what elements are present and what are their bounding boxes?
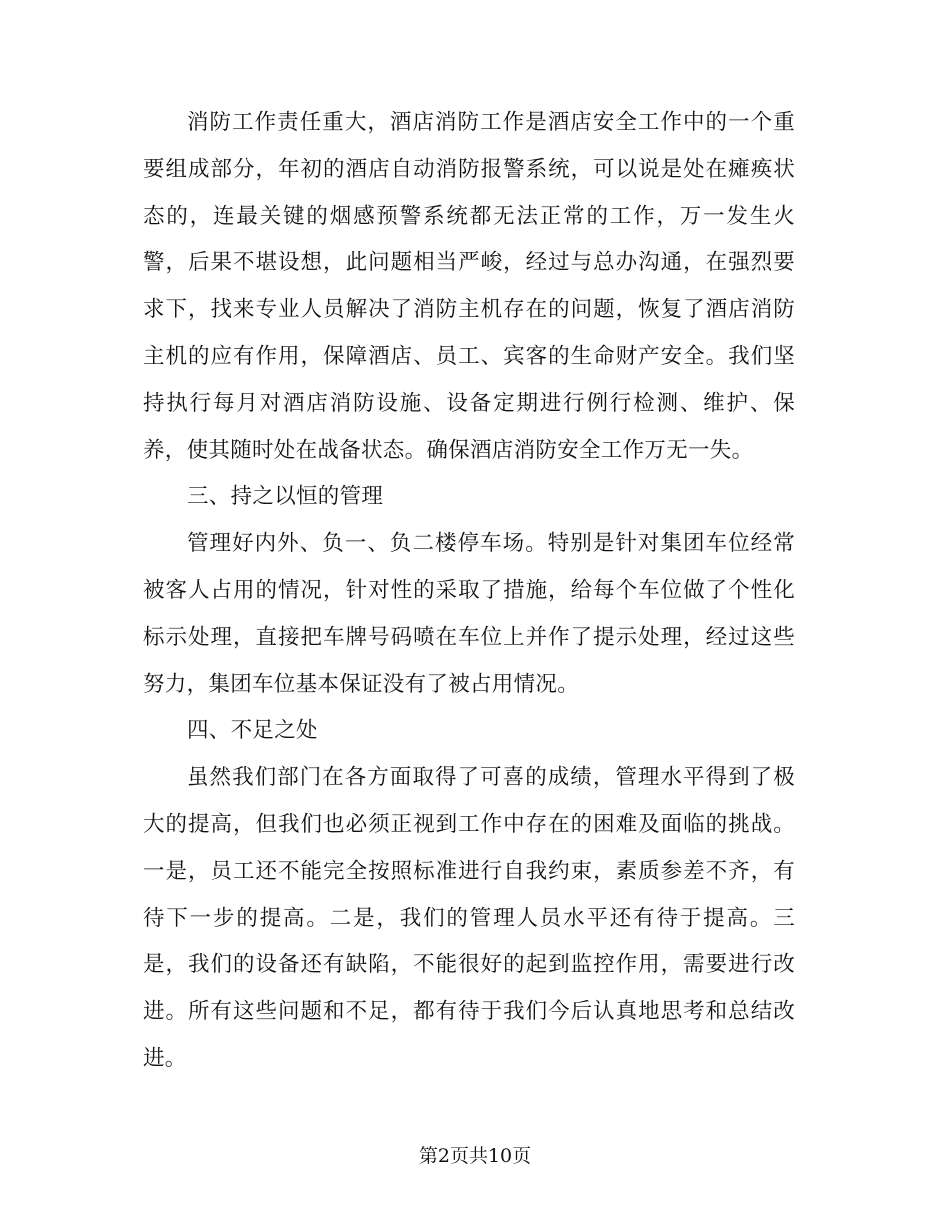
paragraph-parking: 管理好内外、负一、负二楼停车场。特别是针对集团车位经常被客人占用的情况，针对性的采取了措施，给每个车位做了个性化标示处理，直接把车牌号码喷在车位上并作了提示处理，经过这些努力，集团车位基本保证没有了被占用情况。 — [143, 531, 795, 697]
paragraph-shortcomings: 虽然我们部门在各方面取得了可喜的成绩，管理水平得到了极大的提高，但我们也必须正视到工作中存在的困难及面临的挑战。一是，员工还不能完全按照标准进行自我约束，素质参差不齐，有待下一步的提高。二是，我们的管理人员水平还有待于提高。三是，我们的设备还有缺陷，不能很好的起到监控作用，需要进行改进。所有这些问题和不足，都有待于我们今后认真地思考和总结改进。 — [143, 765, 795, 1071]
paragraph-fire-safety: 消防工作责任重大，酒店消防工作是酒店安全工作中的一个重要组成部分，年初的酒店自动消防报警系统，可以说是处在瘫痪状态的，连最关键的烟感预警系统都无法正常的工作，万一发生火警，后果不堪设想，此问题相当严峻，经过与总办沟通，在强烈要求下，找来专业人员解决了消防主机存在的问题，恢复了酒店消防主机的应有作用，保障酒店、员工、宾客的生命财产安全。我们坚持执行每月对酒店消防设施、设备定期进行例行检测、维护、保养，使其随时处在战备状态。确保酒店消防安全工作万无一失。 — [143, 110, 795, 463]
section-heading-shortcomings: 四、不足之处 — [187, 718, 318, 744]
document-body — [143, 100, 795, 1083]
section-heading-management: 三、持之以恒的管理 — [187, 484, 384, 510]
page-number-footer: 第2页共10页 — [418, 1145, 532, 1167]
